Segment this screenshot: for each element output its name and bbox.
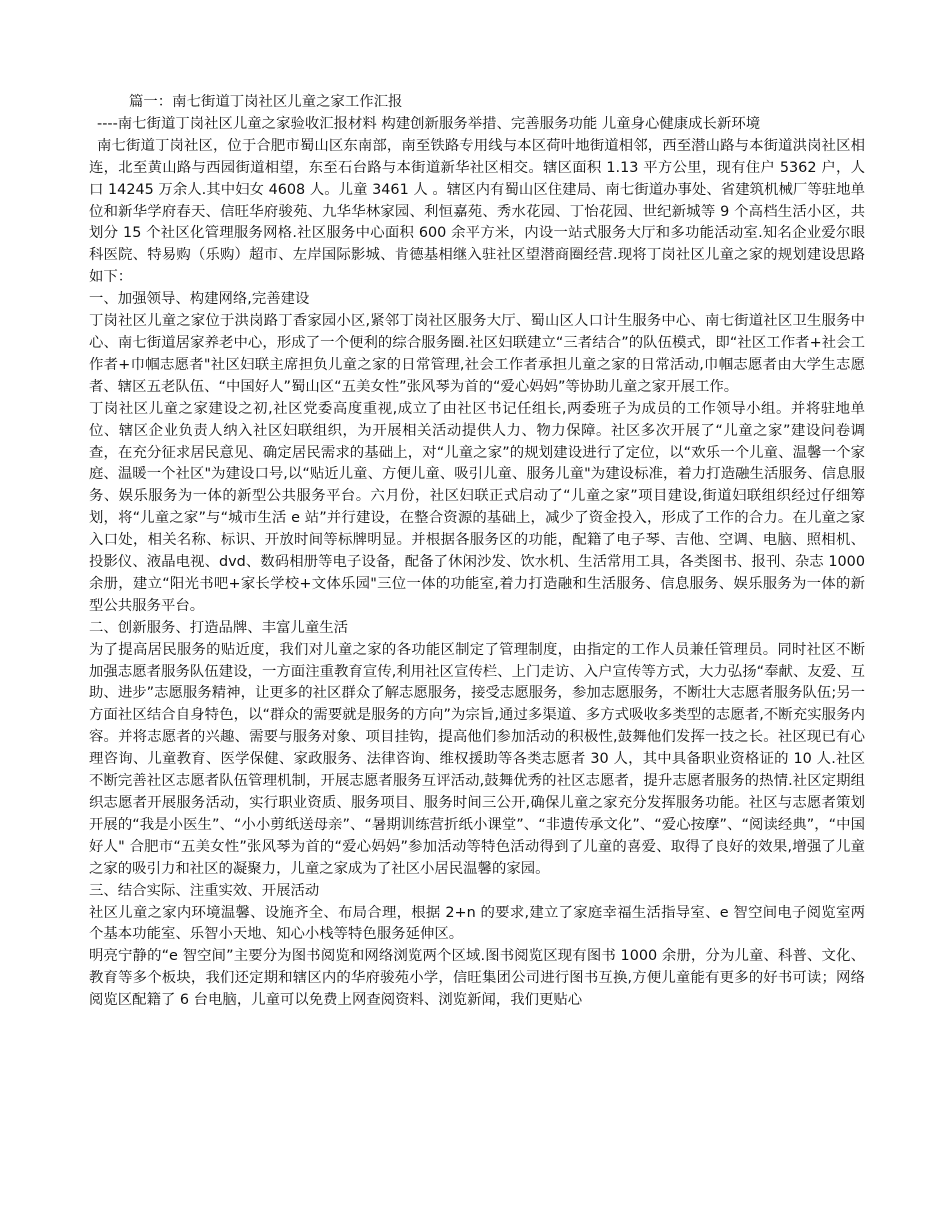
section-3-paragraph-2: 明亮宁静的“e 智空间”主要分为图书阅览和网络浏览两个区域.图书阅览区现有图书 1000 余册，分为儿童、科普、文化、教育等多个板块，我们还定期和辖区内的华府骏苑小学，信旺集团公司进行图书互换,方便儿童能有更多的好书可读；网络阅览区配籍了 6 台电脑，儿童可以免费上网查阅资料、浏览新闻，我们更贴心 [89, 948, 865, 1009]
section-heading-3: 三、结合实际、注重实效、开展活动 [89, 882, 320, 899]
document-title: 篇一：南七街道丁岗社区儿童之家工作汇报 [129, 94, 403, 110]
section-1-paragraph-2: 丁岗社区儿童之家建设之初,社区党委高度重视,成立了由社区书记任组长,两委班子为成员的工作领导小组。并将驻地单位、辖区企业负责人纳入社区妇联组织，为开展相关活动提供人力、物力保障。社区多次开展了“儿童之家”建设问卷调查，在充分征求居民意见、确定居民需求的基础上，对“儿童之家”的规划建设进行了定位，以“欢乐一个儿童、温馨一个家庭、温暖一个社区"为建设口号,以“贴近儿童、方便儿童、吸引儿童、服务儿童"为建设标准，着力打造融生活服务、信息服务、娱乐服务为一体的新型公共服务平台。六月份，社区妇联正式启动了“儿童之家”项目建设,街道妇联组织经过仔细筹划，将“儿童之家”与“城市生活 e 站”并行建设，在整合资源的基础上，减少了资金投入，形成了工作的合力。在儿童之家入口处，相关名称、标识、开放时间等标牌明显。并根据各服务区的功能，配籍了电子琴、吉他、空调、电脑、照相机、投影仪、液晶电视、dvd、数码相册等电子设备，配备了休闲沙发、饮水机、生活常用工具，各类图书、报刊、杂志 1000余册，建立“阳光书吧+家长学校+文体乐园"三位一体的功能室,着力打造融和生活服务、信息服务、娱乐服务为一体的新型公共服务平台。 [89, 400, 865, 614]
section-2-paragraph-1: 为了提高居民服务的贴近度，我们对儿童之家的各功能区制定了管理制度，由指定的工作人员兼任管理员。同时社区不断加强志愿者服务队伍建设，一方面注重教育宣传,利用社区宣传栏、上门走访、入户宣传等方式，大力弘扬“奉献、友爱、互助、进步”志愿服务精神，让更多的社区群众了解志愿服务，接受志愿服务，参加志愿服务，不断壮大志愿者服务队伍;另一方面社区结合自身特色，以“群众的需要就是服务的方向”为宗旨,通过多渠道、多方式吸收多类型的志愿者,不断充实服务内容。并将志愿者的兴趣、需要与服务对象、项目挂钩，提高他们参加活动的积极性,鼓舞他们发挥一技之长。社区现已有心理咨询、儿童教育、医学保健、家政服务、法律咨询、维权援助等各类志愿者 30 人，其中具备职业资格证的 10 人.社区不断完善社区志愿者队伍管理机制，开展志愿者服务互评活动,鼓舞优秀的社区志愿者，提升志愿者服务的热情.社区定期组织志愿者开展服务活动，实行职业资质、服务项目、服务时间三公开,确保儿童之家充分发挥服务功能。社区与志愿者策划开展的“我是小医生”、“小小剪纸送母亲”、“暑期训练营折纸小课堂”、“非遗传承文化”、“爱心按摩”、“阅读经典”，“中国好人" 合肥市“五美女性”张风琴为首的“爱心妈妈”参加活动等特色活动得到了儿童的喜爱、取得了良好的效果,增强了儿童之家的吸引力和社区的凝聚力，儿童之家成为了社区小居民温馨的家园。 [89, 641, 865, 877]
section-heading-2: 二、创新服务、打造品牌、丰富儿童生活 [89, 619, 349, 636]
section-3-paragraph-1: 社区儿童之家内环境温馨、设施齐全、布局合理，根据 2+n 的要求,建立了家庭幸福生活指导室、e 智空间电子阅览室两个基本功能室、乐智小天地、知心小栈等特色服务延伸区。 [89, 904, 865, 943]
document-subtitle: ----南七街道丁岗社区儿童之家验收汇报材料 构建创新服务举措、完善服务功能 儿童身心健康成长新环境 [97, 115, 761, 132]
intro-paragraph: 南七街道丁岗社区，位于合肥市蜀山区东南部，南至铁路专用线与本区荷叶地街道相邻，西至潜山路与本街道洪岗社区相连，北至黄山路与西园街道相望，东至石台路与本街道新华社区相交。辖区面积 1.13 平方公里，现有住户 5362 户，人口 14245 万余人.其中妇女 4608 人。儿童 3461 人 。辖区内有蜀山区住建局、南七街道办事处、省建筑机械厂等驻地单位和新华学府春天、信旺华府骏苑、九华华林家园、利恒嘉苑、秀水花园、丁怡花园、世纪新城等 9 个高档生活小区，共划分 15 个社区化管理服务网格.社区服务中心面积 600 余平方米，内设一站式服务大厅和多功能活动室.知名企业爱尔眼科医院、特易购（乐购）超市、左岸国际影城、肯德基相继入驻社区望潜商圈经营.现将丁岗社区儿童之家的规划建设思路如下： [89, 137, 865, 286]
section-heading-1: 一、加强领导、构建网络,完善建设 [89, 291, 310, 308]
section-1-paragraph-1: 丁岗社区儿童之家位于洪岗路丁香家园小区,紧邻丁岗社区服务大厅、蜀山区人口计生服务中心、南七街道社区卫生服务中心、南七街道居家养老中心，形成了一个便利的综合服务圈.社区妇联建立“三者结合”的队伍模式，即“社区工作者+社会工作者+巾帼志愿者"社区妇联主席担负儿童之家的日常管理,社会工作者承担儿童之家的日常活动,巾帼志愿者由大学生志愿者、辖区五老队伍、“中国好人”蜀山区“五美女性”张风琴为首的“爱心妈妈”等协助儿童之家开展工作。 [89, 313, 865, 395]
